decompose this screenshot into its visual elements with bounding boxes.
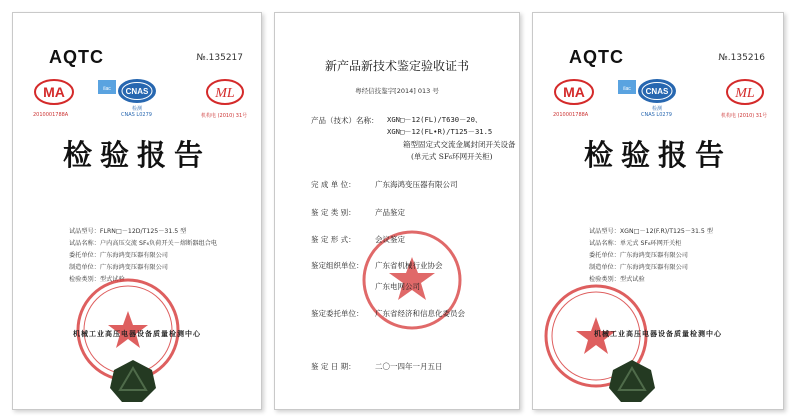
ma-caption: 2010001788A (33, 112, 69, 118)
product-line-1: XGN□－12(FL)/T630－20、 (387, 115, 483, 124)
svg-text:ML: ML (215, 86, 235, 101)
field-sample-model: 试品型号：XGN□－12(F.R)/T125－31.5 型 (589, 228, 713, 235)
inspection-report-left (12, 12, 262, 410)
svg-text:ilac: ilac (103, 86, 111, 92)
svg-text:检测: 检测 (651, 106, 663, 112)
inspection-report-right (532, 12, 784, 410)
svg-text:MA: MA (43, 84, 65, 100)
field-sample-name: 试品名称：户内高压交流 SF₆负荷开关－熔断器组合电 (69, 240, 218, 247)
ma-logo-icon (553, 77, 595, 111)
product-line-2: XGN□－12(FL•R)/T125－31.5 (387, 127, 493, 136)
report-fields (589, 226, 713, 286)
cnas-logo-icon (617, 77, 679, 113)
field-sample-model: 试品型号：FLRN□－12D/T125－31.5 型 (69, 228, 187, 235)
svg-text:CNAS: CNAS (645, 87, 669, 96)
field-test-type: 检验类别：型式试验 (69, 276, 125, 283)
report-title: 检验报告 (583, 138, 732, 172)
ma-caption: 2010001788A (553, 112, 589, 118)
svg-text:ilac: ilac (623, 86, 631, 92)
brand-logo: AQTC (569, 47, 624, 67)
green-wax-seal-icon (108, 358, 158, 408)
commissioning-unit-value: 广东省经济和信息化委员会 (375, 309, 465, 318)
brand-logo: AQTC (49, 47, 104, 67)
document-number: 粤经信技鉴字[2014] 013 号 (355, 87, 439, 95)
ml-logo-icon (725, 77, 765, 111)
field-client: 委托单位：广东海鸿变压器有限公司 (589, 252, 688, 259)
appraisal-date-label: 鉴 定 日 期： (311, 362, 356, 371)
ml-caption: 机构电 (2010) 31号 (721, 113, 768, 119)
green-wax-seal-icon (607, 358, 657, 408)
product-name-label: 产品（技术）名称： (311, 116, 379, 125)
testing-center-name: 机械工业高压电器设备质量检测中心 (594, 330, 722, 338)
appraisal-date-value: 二〇一四年一月五日 (375, 362, 443, 371)
product-line-4: (单元式 SF₆环网开关柜) (411, 152, 493, 161)
product-line-3: 箱型固定式交流金属封闭开关设备 (403, 140, 516, 149)
completion-unit-value: 广东海鸿变压器有限公司 (375, 180, 458, 189)
svg-text:ML: ML (735, 86, 755, 101)
field-client: 委托单位：广东海鸿变压器有限公司 (69, 252, 168, 259)
completion-unit-label: 完 成 单 位： (311, 180, 356, 189)
report-title: 检验报告 (62, 138, 211, 172)
ml-logo-icon (205, 77, 245, 111)
cnas-logo-icon (97, 77, 159, 113)
accreditation-logos (33, 77, 248, 125)
testing-center-name: 机械工业高压电器设备质量检测中心 (73, 330, 201, 338)
appraisal-category-value: 产品鉴定 (375, 208, 405, 217)
organizing-unit-value-2: 广东电网公司 (375, 282, 420, 291)
svg-text:CNAS: CNAS (125, 87, 149, 96)
appraisal-form-label: 鉴 定 形 式： (311, 235, 356, 244)
organizing-unit-label: 鉴定组织单位： (311, 261, 364, 270)
svg-text:检测: 检测 (131, 106, 143, 112)
certificate-number: №.135216 (718, 53, 765, 63)
appraisal-form-value: 会议鉴定 (375, 235, 405, 244)
field-manufacturer: 制造单位：广东海鸿变压器有限公司 (589, 264, 688, 271)
certificate-number: №.135217 (196, 53, 243, 63)
field-test-type: 检验类别：型式试验 (589, 276, 645, 283)
certificate-title: 新产品新技术鉴定验收证书 (324, 59, 469, 73)
svg-text:MA: MA (563, 84, 585, 100)
accreditation-logos (553, 77, 768, 125)
ma-logo-icon (33, 77, 75, 111)
commissioning-unit-label: 鉴定委托单位： (311, 309, 364, 318)
field-manufacturer: 制造单位：广东海鸿变压器有限公司 (69, 264, 168, 271)
cnas-caption: CNAS L0279 (641, 112, 672, 118)
appraisal-category-label: 鉴 定 类 别： (311, 208, 356, 217)
appraisal-certificate (274, 12, 520, 410)
ml-caption: 机构电 (2010) 31号 (201, 113, 248, 119)
organizing-unit-value: 广东省机械行业协会 (375, 261, 443, 270)
cnas-caption: CNAS L0279 (121, 112, 152, 118)
field-sample-name: 试品名称：单元式 SF₆环网开关柜 (589, 240, 682, 247)
